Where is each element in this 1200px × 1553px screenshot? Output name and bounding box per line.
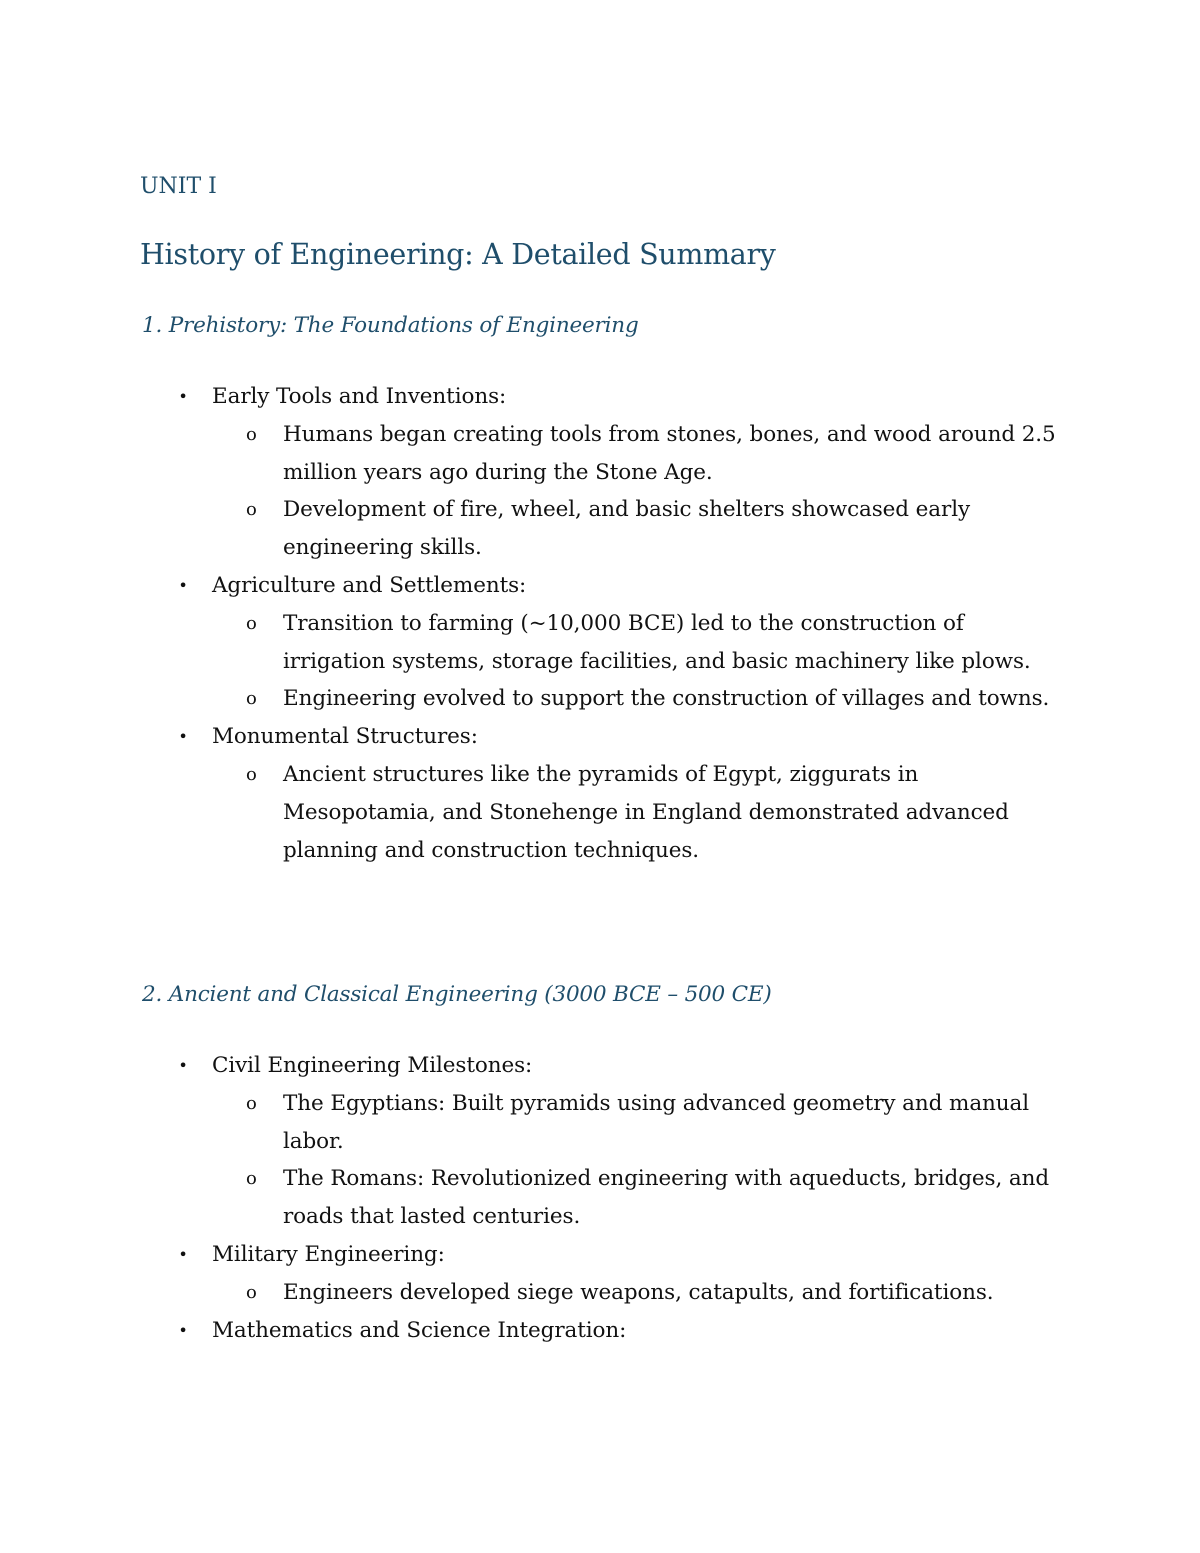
sub-list-item bbox=[0, 680, 1200, 718]
sub-list-item bbox=[0, 756, 1200, 869]
sub-list-item-text: Transition to farming (~10,000 BCE) led to the construction of irrigation systems, storage facilities, and basic machinery like plows. bbox=[283, 610, 1031, 674]
list-item-label: Early Tools and Inventions: bbox=[212, 384, 507, 409]
list-item bbox=[0, 378, 1200, 416]
bullet-icon: • bbox=[178, 1320, 188, 1340]
sub-list-item bbox=[0, 1160, 1200, 1236]
sub-list-item-text: Development of fire, wheel, and basic shelters showcased early engineering skills. bbox=[283, 497, 971, 561]
document-title: History of Engineering: A Detailed Summary bbox=[140, 238, 776, 271]
sub-list-item bbox=[0, 416, 1200, 492]
sub-list-item-text: Engineers developed siege weapons, catapults, and fortifications. bbox=[283, 1279, 994, 1305]
bullet-icon: • bbox=[178, 1244, 188, 1264]
sub-bullet-icon: o bbox=[246, 1281, 257, 1303]
section-heading-prehistory: 1. Prehistory: The Foundations of Engineering bbox=[142, 313, 639, 338]
bullet-icon: • bbox=[178, 727, 188, 747]
list-item-label: Civil Engineering Milestones: bbox=[212, 1053, 533, 1078]
sub-list-item-text: Engineering evolved to support the construction of villages and towns. bbox=[283, 686, 1050, 712]
sub-bullet-icon: o bbox=[246, 1168, 257, 1190]
list-item bbox=[0, 718, 1200, 756]
sub-bullet-icon: o bbox=[246, 499, 257, 521]
section-list-ancient-classical bbox=[0, 1047, 1200, 1349]
list-item-label: Monumental Structures: bbox=[212, 724, 478, 750]
sub-list-item bbox=[0, 491, 1200, 567]
list-item bbox=[0, 1236, 1200, 1274]
sub-bullet-icon: o bbox=[246, 688, 257, 710]
list-item-label: Agriculture and Settlements: bbox=[212, 572, 527, 598]
sub-list-item-text: The Romans: Revolutionized engineering with aqueducts, bridges, and roads that lasted centuries. bbox=[283, 1166, 1050, 1230]
bullet-icon: • bbox=[178, 575, 188, 595]
sub-list-item-text: Ancient structures like the pyramids of Egypt, ziggurats in Mesopotamia, and Stonehenge in England demonstrated advanced planning and construction techniques. bbox=[283, 761, 1009, 863]
unit-label: UNIT I bbox=[140, 174, 217, 199]
section-list-prehistory bbox=[0, 378, 1200, 869]
sub-list-item-text: Humans began creating tools from stones, bones, and wood around 2.5 million years ago during the Stone Age. bbox=[283, 421, 1056, 485]
sub-bullet-icon: o bbox=[246, 612, 257, 634]
list-item bbox=[0, 1312, 1200, 1350]
list-item-label: Mathematics and Science Integration: bbox=[212, 1317, 627, 1343]
bullet-icon: • bbox=[178, 387, 188, 406]
sub-bullet-icon: o bbox=[246, 1092, 257, 1114]
list-item-label: Military Engineering: bbox=[212, 1241, 445, 1267]
sub-list-item-text: The Egyptians: Built pyramids using advanced geometry and manual labor. bbox=[283, 1090, 1030, 1154]
sub-list-item bbox=[0, 605, 1200, 681]
sub-bullet-icon: o bbox=[246, 763, 257, 785]
list-item bbox=[0, 567, 1200, 605]
sub-list-item bbox=[0, 1085, 1200, 1161]
section-heading-ancient-classical: 2. Ancient and Classical Engineering (3000 BCE – 500 CE) bbox=[142, 982, 772, 1007]
sub-bullet-icon: o bbox=[246, 423, 257, 445]
bullet-icon: • bbox=[178, 1056, 188, 1075]
sub-list-item bbox=[0, 1274, 1200, 1312]
list-item bbox=[0, 1047, 1200, 1085]
